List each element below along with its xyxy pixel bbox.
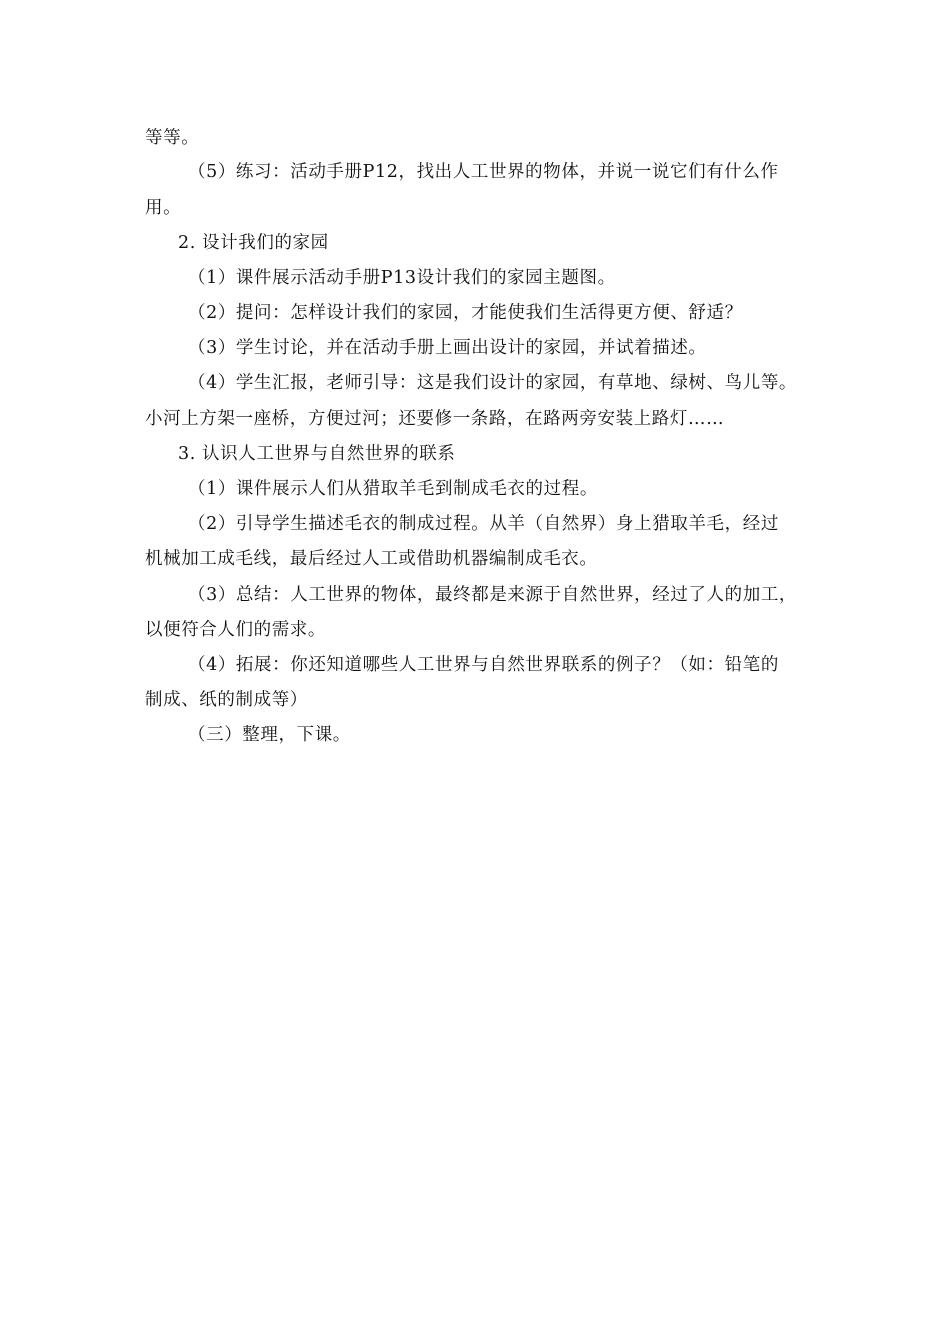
- text-line: （3）总结：人工世界的物体，最终都是来源于自然世界，经过了人的加工，: [188, 585, 798, 605]
- text-line: （1）课件展示人们从猎取羊毛到制成毛衣的过程。: [188, 479, 598, 499]
- text-line: 以便符合人们的需求。: [145, 620, 326, 640]
- section-heading: 2. 设计我们的家园: [178, 233, 329, 253]
- text-line: 小河上方架一座桥，方便过河；还要修一条路，在路两旁安装上路灯……: [145, 409, 725, 429]
- text-line: （2）提问：怎样设计我们的家园，才能使我们生活得更方便、舒适？: [188, 303, 743, 323]
- text-line: （三）整理，下课。: [188, 725, 351, 745]
- text-line: （2）引导学生描述毛衣的制成过程。从羊（自然界）身上猎取羊毛，经过: [188, 514, 779, 534]
- text-line: （3）学生讨论，并在活动手册上画出设计的家园，并试着描述。: [188, 338, 707, 358]
- text-line: （1）课件展示活动手册P13设计我们的家园主题图。: [188, 268, 616, 288]
- text-line: 制成、纸的制成等）: [145, 690, 308, 710]
- text-line: 机械加工成毛线，最后经过人工或借助机器编制成毛衣。: [145, 549, 598, 569]
- section-heading: 3. 认识人工世界与自然世界的联系: [178, 444, 456, 464]
- text-line: （4）学生汇报，老师引导：这是我们设计的家园，有草地、绿树、鸟儿等。: [188, 373, 798, 393]
- text-line: 用。: [145, 198, 182, 218]
- text-line: 等等。: [145, 128, 200, 148]
- text-line: （5）练习：活动手册P12，找出人工世界的物体，并说一说它们有什么作: [188, 162, 779, 182]
- text-line: （4）拓展：你还知道哪些人工世界与自然世界联系的例子？（如：铅笔的: [188, 655, 779, 675]
